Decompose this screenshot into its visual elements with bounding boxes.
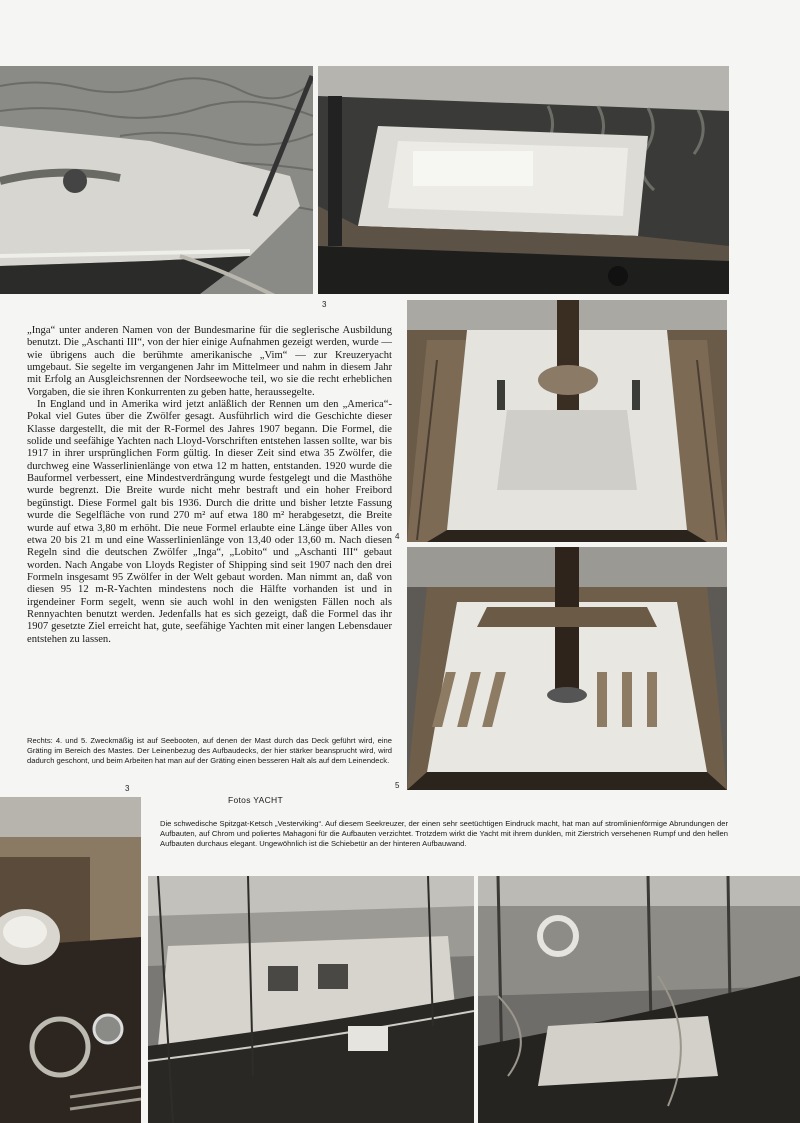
photo-ketch-stern bbox=[478, 876, 800, 1123]
photo-bow-detail bbox=[0, 66, 313, 294]
body-paragraph: In England und in Amerika wird jetzt anläßlich der Rennen um den „America“-Pokal viel Gutes über die Zwölfer gesagt. Ausführlich wird die Geschichte dieser Klasse dargestellt, die mit der R-Formel des Jahres 1907 begann. Die Formel, die solide und seefähige Yachten nach Lloyd-Vorschriften entstehen lassen sollte, war bis 1917 in ihrer ursprünglichen Form gültig. In dieser Zeit sind etwa 35 Zwölfer, die durchweg eine Wasserlinienlänge von etwa 12 m hatten, entstanden. 1920 wurde die Bauformel verbessert, eine Mindestverdrängung wurde festgelegt und die Masthöhe wurde begrenzt. Die Breite wurde nicht mehr bestraft und ein hoher Freibord begünstigt. Diese Formel galt bis 1936. Durch die dritte und bisher letzte Fassung wurde die Segelfläche von rund 270 m² auf etwa 180 m² herabgesetzt, die Breite wurde auf etwa 3,80 m erhöht. Die neue Formel erlaubte eine Länge über Alles von etwa 20 bis 21 m und eine Wasserlinienlänge von 13,40 oder 13,60 m. Nach diesen Regeln sind die deutschen Zwölfer „Inga“, „Lobito“ und „Aschanti III“ gebaut worden. Nach Angabe von Lloyds Register of Shipping sind seit 1907 nach den drei Formeln insgesamt 95 Zwölfer in der Welt gebaut worden. Man nimmt an, daß von diesen 95 12 m-R-Yachten mindestens noch die Hälfte vorhanden ist und in irgendeiner Form segelt, wenn sie auch wohl in den wenigsten Fällen noch als Rennyachten benutzt werden. Jedenfalls hat es sich gezeigt, daß die Formel das ihr 1907 gesetzte Ziel erreicht hat, gute, seefähige Yachten mit einer langen Lebensdauer entstehen zu lassen. bbox=[27, 399, 392, 645]
photo-deck-grating-5 bbox=[407, 547, 727, 790]
figure-number-bottom-left: 3 bbox=[125, 784, 130, 793]
photo-credit: Fotos YACHT bbox=[228, 795, 283, 805]
article-body bbox=[27, 325, 392, 646]
figure-number-4: 4 bbox=[395, 532, 400, 541]
caption-figures-4-5: Rechts: 4. und 5. Zweckmäßig ist auf Seebooten, auf denen der Mast durch das Deck geführt wird, eine Gräting im Bereich des Mastes. Der Leinenbezug des Aufbaudecks, der hier stärker beansprucht wird, wird dadurch geschont, und beim Arbeiten hat man auf der Gräting einen besseren Halt als auf dem Leinendeck. bbox=[27, 736, 392, 765]
photo-helm bbox=[0, 797, 141, 1123]
photo-deck-mast-4 bbox=[407, 300, 727, 542]
figure-number-5: 5 bbox=[395, 781, 400, 790]
body-paragraph: „Inga“ unter anderen Namen von der Bundesmarine für die seglerische Ausbildung benutzt. Die „Aschanti III“, von der hier einige Aufnahmen gezeigt werden, wurde — wie übrigens auch die berühmte amerikanische „Vim“ — zur Kreuzeryacht umgebaut. Sie segelte im vergangenen Jahr im Mittelmeer und nahm in diesem Jahr mit Erfolg an Ausgleichsrennen der Nordseewoche teil, wo sie die recht erheblichen Vorgaben, die sie ihren Konkurrenten zu geben hatte, heraussegelte. bbox=[27, 325, 392, 398]
caption-vesterviking: Die schwedische Spitzgat-Ketsch „Vesterviking“. Auf diesem Seekreuzer, der einen sehr seetüchtigen Eindruck macht, hat man auf stromlinienförmige Abrundungen der Aufbauten, auf Chrom und poliertes Mahagoni für die Aufbauten verzichtet. Trotzdem wirkt die Yacht mit ihrem dunklen, mit Zierstrich versehenen Rumpf und den hellen Aufbauten durchaus elegant. Ungewöhnlich ist die Schiebetür an der hinteren Aufbauwand. bbox=[160, 819, 728, 848]
photo-ketch-hull bbox=[148, 876, 474, 1123]
photo-skylight bbox=[318, 66, 729, 294]
figure-number-3: 3 bbox=[322, 300, 327, 309]
